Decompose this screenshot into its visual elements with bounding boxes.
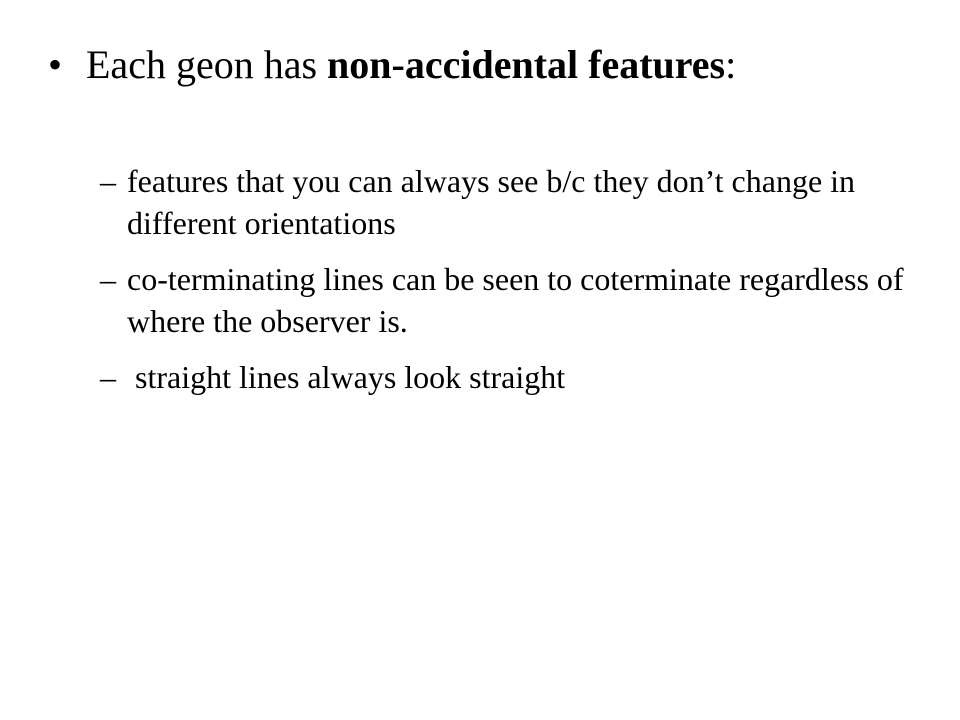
bullet-text-before: Each geon has xyxy=(86,42,328,87)
sub-bullet-text: straight lines always look straight xyxy=(127,359,566,395)
sub-bullet-list xyxy=(100,160,920,412)
dash-icon: – xyxy=(100,261,116,297)
sub-bullet-item xyxy=(100,258,920,342)
sub-bullet-item xyxy=(100,160,920,244)
main-bullet xyxy=(48,38,928,92)
sub-bullet-item xyxy=(100,356,920,398)
bullet-dot-icon: • xyxy=(48,42,63,87)
bullet-text-bold: non-accidental features xyxy=(327,42,726,87)
bullet-text-after: : xyxy=(725,42,737,87)
sub-bullet-text: co-terminating lines can be seen to coterminate regardless of where the observer is. xyxy=(127,261,904,339)
dash-icon: – xyxy=(100,163,116,199)
dash-icon: – xyxy=(100,359,116,395)
sub-bullet-text: features that you can always see b/c they don’t change in different orientations xyxy=(127,163,856,241)
